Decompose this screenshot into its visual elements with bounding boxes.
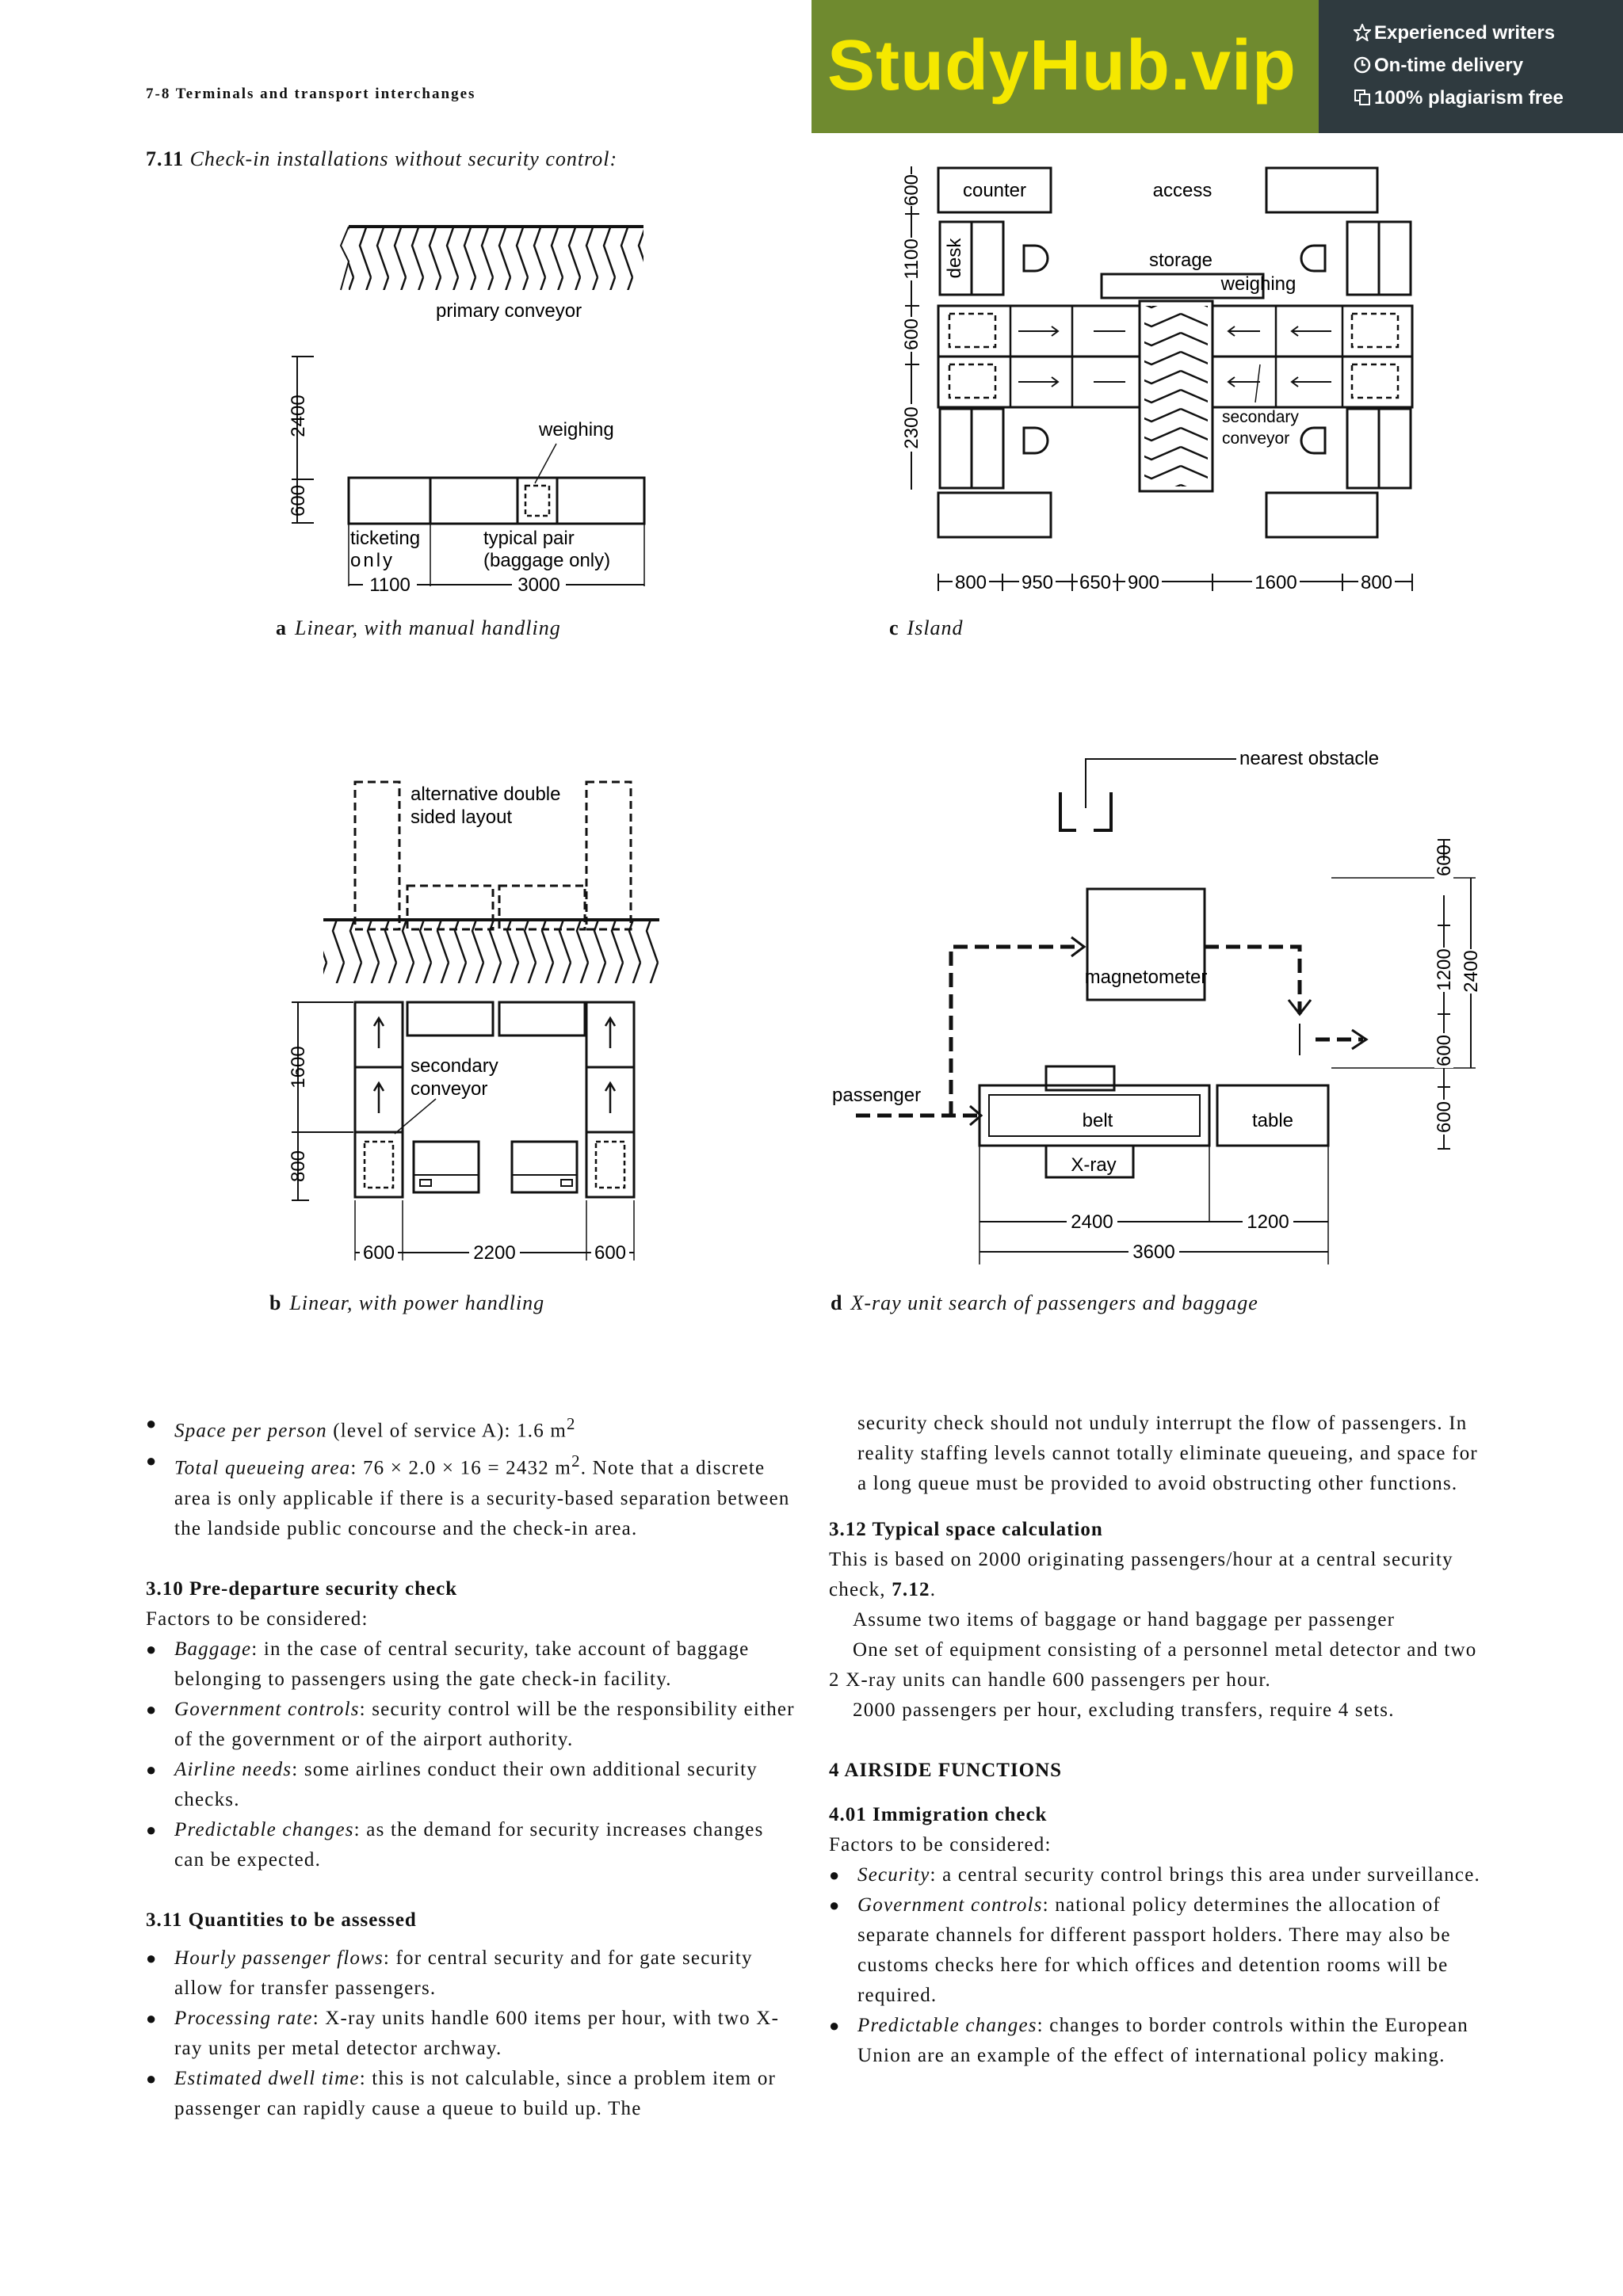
secondary-label-b: secondary — [411, 1055, 498, 1077]
weighing-label-c: weighing — [1220, 273, 1296, 295]
svg-text:2200: 2200 — [473, 1242, 516, 1264]
figure-d-horizontal-dims — [980, 1146, 1328, 1264]
table-label: table — [1251, 1110, 1294, 1131]
power-conveyor-columns — [355, 1002, 634, 1197]
brand-panel — [812, 0, 1319, 133]
figure-b-diagram — [277, 772, 682, 1272]
heading-4-01: 4.01 Immigration check — [829, 1804, 1048, 1825]
svg-text:600: 600 — [901, 318, 922, 351]
svg-text:800: 800 — [1360, 572, 1393, 593]
dim-2400 — [288, 357, 314, 479]
svg-text:1200: 1200 — [1247, 1211, 1289, 1233]
bullet-predictable-changes-4-01: ● Predictable changes: changes to border controls within the European Union are an example of the effect of international policy making. — [829, 2011, 1484, 2071]
factors-intro-4-01: Factors to be considered: — [829, 1834, 1052, 1855]
bullet-processing-rate: ● Processing rate: X-ray units handle 600 items per hour, with two X-ray units per metal detector archway. — [146, 2004, 796, 2064]
svg-text:1100: 1100 — [901, 238, 922, 280]
right-text-column — [829, 1409, 1484, 2071]
svg-text:600: 600 — [1434, 1100, 1455, 1134]
features-panel — [1319, 0, 1623, 133]
bullet-gov-controls-4-01: ● Government controls: national policy determines the allocation of separate channels for different passport holders. There may also be customs checks here for which offices and detention rooms will be required. — [829, 1890, 1484, 2011]
primary-conveyor-b — [323, 920, 659, 983]
factors-intro-3-10: Factors to be considered: — [146, 1608, 369, 1630]
paragraph-3-12-2: Assume two items of baggage or hand baggage per passenger — [853, 1609, 1396, 1630]
svg-text:600: 600 — [901, 174, 922, 207]
star-outline-icon — [1354, 24, 1371, 41]
svg-text:1600: 1600 — [1254, 572, 1297, 593]
dim-row-a — [349, 574, 644, 596]
xray-label: X-ray — [1071, 1154, 1117, 1176]
svg-text:800: 800 — [954, 572, 987, 593]
conveyor-label-c: conveyor — [1222, 429, 1290, 448]
figure-title-text: Check-in installations without security control: — [189, 147, 618, 170]
clock-icon — [1354, 56, 1371, 74]
svg-text:900: 900 — [1127, 572, 1160, 593]
nearest-obstacle-label: nearest obstacle — [1239, 748, 1380, 769]
figure-b-vertical-dims — [288, 1002, 353, 1200]
bullet-space-per-person: ● Space per person (level of service A): 1.6 $m^2$ — [146, 1409, 796, 1446]
security-check-continuation: security check should not unduly interrupt the flow of passengers. In reality staffing levels cannot totally eliminate queueing, and space for a long queue must be provided to avoid obstructing other functions. — [857, 1413, 1478, 1494]
paragraph-3-12-1: This is based on 2000 originating passengers/hour at a central security check, 7.12. — [829, 1549, 1453, 1600]
figure-b-caption: b Linear, with power handling — [269, 1291, 545, 1314]
dim-600-vertical — [288, 479, 314, 523]
secondary-label-c: secondary — [1222, 408, 1299, 426]
feature-experienced: Experienced writers — [1374, 22, 1556, 44]
conveyor-label-b: conveyor — [411, 1078, 488, 1100]
heading-3-11: 3.11 Quantities to be assessed — [146, 1909, 417, 1931]
paragraph-3-12-3: One set of equipment consisting of a personnel metal detector and two 2 X-ray units can handle 600 passengers per hour. — [829, 1639, 1477, 1691]
counter-row — [349, 478, 644, 524]
figure-b-horizontal-dims — [355, 1200, 634, 1264]
ticketing-label: ticketing — [350, 528, 421, 549]
bullet-hourly-flows: ● Hourly passenger flows: for central security and for gate security allow for transfer passengers. — [146, 1943, 796, 2004]
svg-text:600: 600 — [1434, 1034, 1455, 1067]
svg-text:2400: 2400 — [1461, 950, 1482, 993]
left-text-column — [146, 1409, 796, 2124]
svg-text:3000: 3000 — [517, 574, 560, 596]
svg-text:600: 600 — [594, 1242, 627, 1264]
alt-layout-label-1: alternative double — [411, 784, 561, 805]
island-vertical-dims — [901, 166, 922, 490]
bullet-total-queueing-area: ● Total queueing area: 76 × 2.0 × 16 = 2432 $m^2$. Note that a discrete area is only applicable if there is a security-based separation between the landside public concourse and the check-in area. — [146, 1446, 796, 1543]
access-label: access — [1152, 180, 1212, 201]
primary-conveyor-c — [1140, 301, 1212, 491]
primary-conveyor-label: primary conveyor — [436, 300, 582, 322]
baggage-only-label: (baggage only) — [483, 550, 611, 571]
figure-d-diagram — [824, 745, 1490, 1268]
bullet-baggage: ● Baggage: in the case of central security, take account of baggage belonging to passengers using the gate check-in facility. — [146, 1634, 796, 1695]
passenger-label: passenger — [832, 1085, 922, 1106]
brand-logo-text: StudyHub.vip — [827, 26, 1296, 105]
figure-a-caption: a Linear, with manual handling — [276, 616, 561, 639]
bullet-dwell-time: ● Estimated dwell time: this is not calculable, since a problem item or passenger can rapidly cause a queue to build up. The — [146, 2064, 796, 2124]
storage-label: storage — [1148, 250, 1213, 271]
only-label: only — [350, 550, 395, 571]
alt-layout-label-2: sided layout — [411, 807, 513, 828]
svg-text:600: 600 — [1434, 844, 1455, 877]
svg-text:2400: 2400 — [1071, 1211, 1113, 1233]
figure-c-caption: c Island — [889, 616, 964, 639]
feature-plagiarism-free: 100% plagiarism free — [1374, 87, 1564, 109]
svg-text:650: 650 — [1079, 572, 1112, 593]
desk-label: desk — [944, 238, 965, 279]
feature-on-time: On-time delivery — [1374, 55, 1524, 76]
heading-3-12: 3.12 Typical space calculation — [829, 1519, 1103, 1540]
island-horizontal-dims — [938, 572, 1412, 593]
heading-4: 4 AIRSIDE FUNCTIONS — [829, 1760, 1063, 1781]
copy-icon — [1354, 89, 1371, 106]
svg-text:600: 600 — [288, 484, 309, 517]
svg-text:2400: 2400 — [288, 395, 309, 437]
svg-text:950: 950 — [1021, 572, 1054, 593]
svg-text:1600: 1600 — [288, 1046, 309, 1089]
bullet-predictable-changes: ● Predictable changes: as the demand for security increases changes can be expected. — [146, 1815, 796, 1875]
svg-text:2300: 2300 — [901, 406, 922, 449]
figure-d-vertical-dims — [1331, 840, 1482, 1149]
figure-a-diagram — [269, 214, 682, 602]
svg-text:1200: 1200 — [1434, 948, 1455, 991]
heading-3-10: 3.10 Pre-departure security check — [146, 1577, 458, 1600]
figure-c-diagram — [888, 158, 1434, 602]
svg-text:600: 600 — [362, 1242, 395, 1264]
figure-number: 7.11 — [146, 147, 185, 170]
svg-text:800: 800 — [288, 1150, 309, 1183]
figure-title — [146, 147, 617, 171]
svg-text:3600: 3600 — [1132, 1241, 1175, 1263]
figure-d-caption: d X-ray unit search of passengers and baggage — [831, 1291, 1258, 1314]
magnetometer-label: magnetometer — [1084, 967, 1208, 988]
studyhub-banner[interactable] — [812, 0, 1623, 133]
belt-label: belt — [1082, 1110, 1113, 1131]
typical-pair-label: typical pair — [483, 528, 575, 549]
weighing-label: weighing — [539, 419, 614, 441]
running-head: 7-8 Terminals and transport interchanges — [146, 86, 476, 102]
bullet-airline-needs: ● Airline needs: some airlines conduct their own additional security checks. — [146, 1755, 796, 1815]
svg-text:1100: 1100 — [369, 574, 411, 596]
bullet-government-controls: ● Government controls: security control will be the responsibility either of the government or of the airport authority. — [146, 1695, 796, 1755]
counter-label: counter — [962, 180, 1027, 201]
bullet-security: ● Security: a central security control brings this area under surveillance. — [829, 1860, 1484, 1890]
paragraph-3-12-4: 2000 passengers per hour, excluding transfers, require 4 sets. — [853, 1699, 1395, 1721]
primary-conveyor-band — [341, 227, 643, 290]
